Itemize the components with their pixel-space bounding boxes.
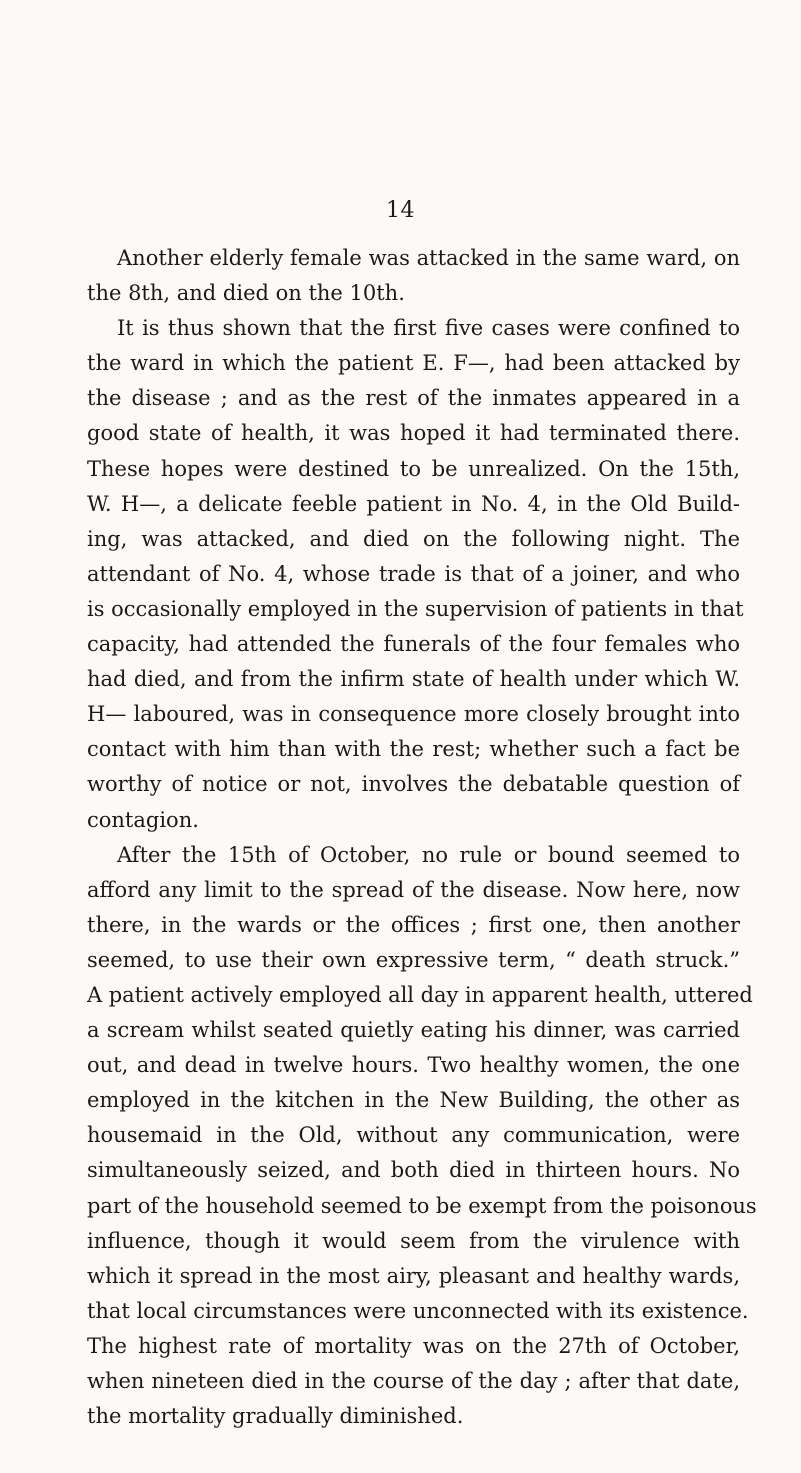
text-line: W. H—, a delicate feeble patient in No. 4, in the Old Build- [87, 491, 740, 516]
text-line: had died, and from the infirm state of health under which W. [87, 667, 740, 692]
text-line: attendant of No. 4, whose trade is that of a joiner, and who [87, 561, 740, 586]
text-line: Another elderly female was attacked in the same ward, on [117, 246, 740, 270]
text-line: ing, was attacked, and died on the following night. The [87, 526, 740, 551]
text-line: out, and dead in twelve hours. Two healthy women, the one [87, 1053, 740, 1078]
text-line: contagion. [87, 807, 199, 832]
text-line: the mortality gradually diminished. [87, 1404, 464, 1429]
text-line: influence, though it would seem from the virulence with [87, 1228, 740, 1253]
page-number: 14 [386, 198, 415, 223]
text-line: A patient actively employed all day in apparent health, uttered [87, 982, 753, 1007]
text-line: The highest rate of mortality was on the 27th of October, [87, 1333, 740, 1358]
text-line: contact with him than with the rest; whether such a fact be [87, 737, 740, 762]
paragraph-2 [57, 311, 744, 837]
text-line: capacity, had attended the funerals of the four females who [87, 632, 740, 657]
text-line: seemed, to use their own expressive term, “ death struck.” [87, 947, 740, 972]
paragraph-1 [57, 241, 740, 311]
text-line: It is thus shown that the first five cases were confined to [117, 316, 740, 341]
text-line: part of the household seemed to be exempt from the poisonous [87, 1193, 757, 1218]
text-line: worthy of notice or not, involves the debatable question of [87, 772, 740, 797]
text-line: afford any limit to the spread of the disease. Now here, now [87, 877, 740, 902]
text-line: These hopes were destined to be unrealized. On the 15th, [87, 456, 740, 481]
text-line: is occasionally employed in the supervision of patients in that [87, 596, 744, 621]
text-line: the 8th, and died on the 10th. [87, 281, 405, 306]
text-line: the ward in which the patient E. F—, had been attacked by [87, 351, 740, 376]
text-line: when nineteen died in the course of the day ; after that date, [87, 1369, 740, 1393]
text-line: that local circumstances were unconnected with its existence. [87, 1298, 749, 1323]
text-line: which it spread in the most airy, pleasant and healthy wards, [87, 1263, 740, 1288]
text-line: housemaid in the Old, without any communication, were [87, 1123, 740, 1148]
text-line: After the 15th of October, no rule or bound seemed to [117, 842, 740, 867]
text-line: there, in the wards or the offices ; first one, then another [87, 912, 740, 937]
text-line: good state of health, it was hoped it had terminated there. [87, 421, 740, 446]
text-line: simultaneously seized, and both died in thirteen hours. No [87, 1158, 740, 1183]
text-line: the disease ; and as the rest of the inmates appeared in a [87, 386, 740, 411]
text-line: a scream whilst seated quietly eating his dinner, was carried [87, 1018, 740, 1043]
paragraph-3 [57, 838, 757, 1435]
text-line: H— laboured, was in consequence more closely brought into [87, 702, 740, 727]
text-line: employed in the kitchen in the New Building, the other as [87, 1088, 740, 1113]
body-text [57, 241, 757, 1434]
